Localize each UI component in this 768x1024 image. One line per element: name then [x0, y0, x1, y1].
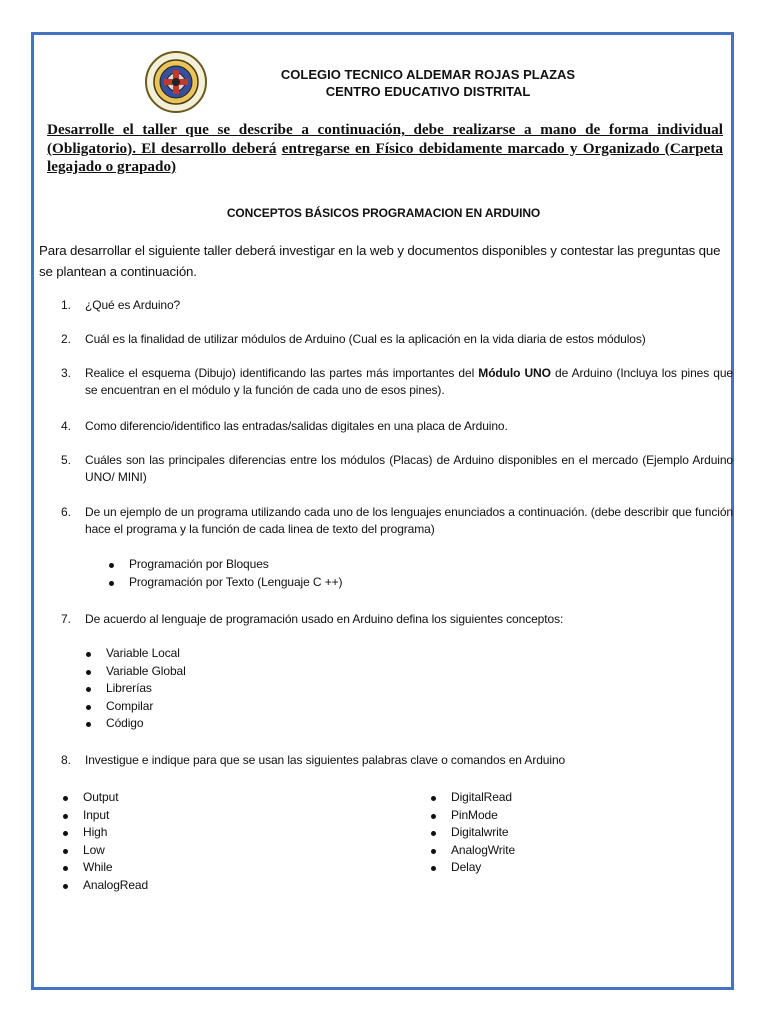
list-item: Low [60, 842, 148, 860]
question-1 [61, 297, 733, 314]
list-item: Variable Local [83, 645, 186, 663]
question-5 [61, 452, 733, 486]
question-text: Como diferencio/identifico las entradas/salidas digitales en una placa de Arduino. [85, 419, 508, 433]
module-uno-bold: Módulo UNO [478, 366, 551, 380]
list-item: AnalogWrite [428, 842, 515, 860]
question-text-before: Realice el esquema (Dibujo) identificando las partes más importantes del [85, 366, 479, 380]
list-item: Programación por Texto (Lenguaje C ++) [106, 574, 342, 592]
list-item: Output [60, 789, 148, 807]
question-number: 7. [61, 612, 71, 626]
question-text [85, 365, 733, 399]
question-number: 6. [61, 505, 71, 519]
list-item: Programación por Bloques [106, 556, 342, 574]
question-number: 1. [61, 298, 71, 312]
question-7 [61, 611, 733, 628]
list-item: Variable Global [83, 663, 186, 681]
instructions-part1: Desarrolle el taller que se describe a continuación, debe realizarse a mano de forma individual (Obligatorio). El desarrollo deberá [47, 121, 723, 157]
question-text-after: de Arduino (Incluya los pines que se encuentran en el módulo y la función de cada uno de esos pines). [85, 366, 734, 397]
question-2 [61, 331, 733, 348]
list-item: AnalogRead [60, 877, 148, 895]
list-item: PinMode [428, 807, 515, 825]
q6-list [106, 556, 342, 591]
list-item: Delay [428, 859, 515, 877]
question-number: 3. [61, 366, 71, 380]
question-number: 4. [61, 419, 71, 433]
question-text: Cuál es la finalidad de utilizar módulos de Arduino (Cual es la aplicación en la vida diaria de estos módulos) [85, 332, 646, 346]
question-6 [61, 504, 733, 538]
question-text: Investigue e indique para que se usan las siguientes palabras clave o comandos en Arduino [85, 753, 566, 767]
question-number: 2. [61, 332, 71, 346]
question-number: 8. [61, 753, 71, 767]
list-item: While [60, 859, 148, 877]
list-item: Input [60, 807, 148, 825]
question-text: De un ejemplo de un programa utilizando cada uno de los lenguajes enunciados a continuación. (debe describir que función hace el programa y la función de cada linea de texto del programa) [85, 505, 733, 536]
list-item: Código [83, 715, 186, 733]
q7-list [83, 645, 186, 733]
instructions [47, 121, 723, 177]
question-text: De acuerdo al lenguaje de programación usado en Arduino defina los siguientes conceptos: [85, 612, 564, 626]
document-title: CONCEPTOS BÁSICOS PROGRAMACION EN ARDUINO [226, 206, 541, 220]
instructions-part2: entregarse en Físico debidamente marcado y Organizado (Carpeta legajado o grapado) [47, 139, 724, 175]
question-4 [61, 418, 733, 435]
intro-paragraph: Para desarrollar el siguiente taller deberá investigar en la web y documentos disponibles y contestar las preguntas que se plantean a continuación. [39, 243, 721, 279]
list-item: DigitalRead [428, 789, 515, 807]
school-title [232, 66, 624, 100]
school-name: COLEGIO TECNICO ALDEMAR ROJAS PLAZAS [280, 67, 576, 82]
question-text: ¿Qué es Arduino? [85, 298, 181, 312]
question-8 [61, 752, 733, 769]
list-item: Compilar [83, 698, 186, 716]
q8-list-left [60, 789, 148, 894]
list-item: Librerías [83, 680, 186, 698]
list-item: High [60, 824, 148, 842]
question-number: 5. [61, 453, 71, 467]
school-seal-logo [144, 50, 208, 114]
q8-list-right [428, 789, 515, 877]
question-3 [61, 365, 733, 399]
question-text: Cuáles son las principales diferencias entre los módulos (Placas) de Arduino disponibles en el mercado (Ejemplo Arduino UNO/ MINI) [85, 453, 733, 484]
school-subtitle: CENTRO EDUCATIVO DISTRITAL [325, 84, 531, 99]
list-item: Digitalwrite [428, 824, 515, 842]
